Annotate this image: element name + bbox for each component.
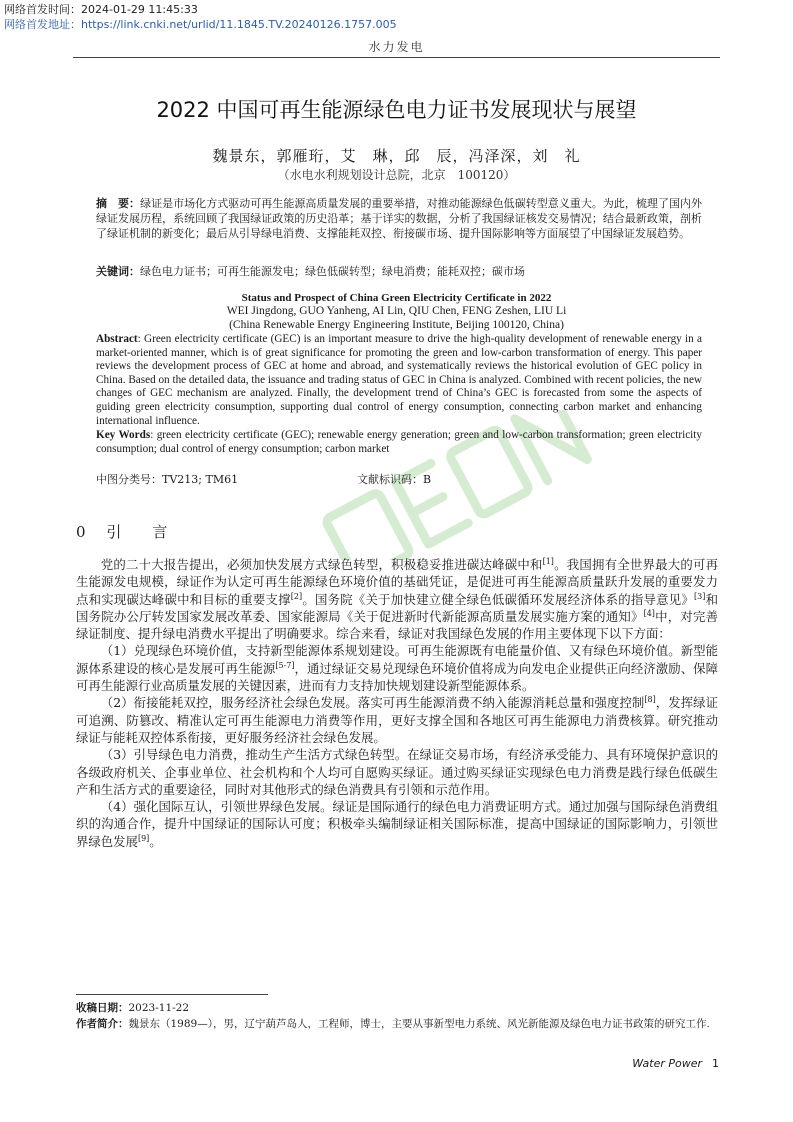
citation: [1] (542, 556, 554, 566)
paragraph: （2）衔接能耗双控，服务经济社会绿色发展。落实可再生能源消费不纳入能源消耗总量和强度控制[8]，发挥绿证可追溯、防篡改、精准认定可再生能源电力消费等作用，更好支撑全国和各地区可再生能源电力消费核算。研究推动绿证与能耗双控体系衔接，更好服务经济社会绿色发展。 (76, 695, 719, 745)
footnote-divider (76, 994, 268, 995)
citation: [5-7] (275, 660, 295, 670)
author-bio: 作者简介：魏景东（1989—），男，辽宁葫芦岛人，工程师，博士，主要从事新型电力系统、风光新能源及绿色电力证书政策的研究工作. (76, 1018, 710, 1030)
body-text (76, 556, 718, 850)
english-affiliation: (China Renewable Energy Engineering Institute, Beijing 100120, China) (229, 319, 564, 331)
section-heading (76, 521, 175, 542)
keywords-cn (96, 263, 702, 279)
english-abstract-text: : Green electricity certificate (GEC) is an important measure to drive the high-quality development of renewable energy in a market-oriented manner, which is of great significance for promoting the green and low-carbon transformation of energy. This paper reviews the development process of GEC at home and abroad, and systematically reviews the historical evolution of GEC policy in China. Based on the detailed data, the issuance and trading status of GEC in China is analyzed. Combined with recent policies, the new changes of GEC mechanism are analyzed. Finally, the development trend of China’s GEC is forecasted from some the aspects of guiding green electricity consumption, supporting dual control of energy consumption, connecting carbon market and enhancing international influence. (96, 333, 702, 427)
english-keywords-label: Key Words (96, 429, 151, 441)
abstract-cn-text: 绿证是市场化方式驱动可再生能源高质量发展的重要举措，对推动能源绿色低碳转型意义重大。为此，梳理了国内外绿证发展历程，系统回顾了我国绿证政策的历史沿革；基于详实的数据，分析了我国绿证核发交易情况；结合最新政策，剖析了绿证机制的新变化；最后从引导绿电消费、支撑能耗双控、衔接碳市场、提升国际影响等方面展望了中国绿证发展趋势。 (96, 197, 703, 240)
english-authors: WEI Jingdong, GUO Yanheng, AI Lin, QIU Chen, FENG Zeshen, LIU Li (226, 305, 567, 317)
english-abstract (96, 333, 702, 428)
paragraph: 党的二十大报告提出，必须加快发展方式绿色转型，积极稳妥推进碳达峰碳中和[1]。我国拥有全世界最大的可再生能源发电规模，绿证作为认定可再生能源绿色环境价值的基础凭证，是促进可再生能源高质量跃升发展的重要发力点和实现碳达峰碳中和目标的重要支撑[2]。国务院《关于加快建立健全绿色低碳循环发展经济体系的指导意见》[3]和国务院办公厅转发国家发展改革委、国家能源局《关于促进新时代新能源高质量发展实施方案的通知》[4]中，对完善绿证制度、提升绿电消费水平提出了明确要求。综合来看，绿证对我国绿色发展的作用主要体现下以下方面： (76, 556, 719, 642)
abstract-cn-label: 摘 要： (96, 197, 141, 210)
section-title: 引 言 (106, 523, 176, 541)
keywords-cn-text: 绿色电力证书；可再生能源发电；绿色低碳转型；绿电消费；能耗双控；碳市场 (140, 265, 525, 278)
english-title: Status and Prospect of China Green Electricity Certificate in 2022 (241, 292, 552, 304)
document-code: 文献标识码：B (357, 473, 432, 486)
clc-number: 中图分类号：TV213; TM61 (96, 473, 239, 486)
keywords-cn-label: 关键词： (96, 265, 140, 278)
page-footer (632, 1057, 719, 1070)
page-number: 1 (712, 1057, 719, 1070)
citation: [9] (137, 833, 150, 843)
journal-header: 水力发电 (368, 40, 425, 54)
header-divider (73, 57, 720, 58)
received-date: 收稿日期：2023-11-22 (76, 1002, 190, 1014)
online-first-info (4, 2, 397, 32)
paper-title: 2022 中国可再生能源绿色电力证书发展现状与展望 (156, 98, 637, 122)
citation: [4] (643, 608, 655, 618)
citation: [2] (290, 591, 303, 601)
journal-name-en: Water Power (632, 1057, 702, 1070)
citation: [8] (644, 695, 656, 705)
author-list: 魏景东，郭雁珩，艾 琳，邱 辰，冯泽深，刘 礼 (212, 147, 581, 165)
paragraph: （3）引导绿色电力消费，推动生产生活方式绿色转型。在绿证交易市场，有经济承受能力、具有环境保护意识的各级政府机关、企事业单位、社会机构和个人均可自愿购买绿证。通过购买绿证实现绿色电力消费是践行绿色低碳生产和生活方式的重要途径，同时对其他形式的绿色消费具有引领和示范作用。 (76, 747, 718, 797)
footnote (76, 1000, 718, 1032)
english-abstract-label: Abstract (96, 333, 138, 345)
paragraph: （1）兑现绿色环境价值，支持新型能源体系规划建设。可再生能源既有电能量价值、又有绿色环境价值。新型能源体系建设的核心是发展可再生能源[5-7]，通过绿证交易兑现绿色环境价值将成为向发电企业提供正向经济激励、保障可再生能源行业高质量发展的关键因素，进而有力支持加快规划建设新型能源体系。 (76, 643, 719, 694)
online-first-time: 网络首发时间：2024-01-29 11:45:33 (4, 3, 198, 16)
affiliation: （水电水利规划设计总院，北京 100120） (277, 168, 516, 182)
english-keywords (96, 429, 702, 456)
paragraph: （4）强化国际互认，引领世界绿色发展。绿证是国际通行的绿色电力消费证明方式。通过加强与国际绿色消费组织的沟通合作，提升中国绿证的国际认可度；积极牵头编制绿证相关国际标准，提高中国绿证的国际影响力，引领世界绿色发展[9]。 (76, 799, 718, 849)
english-keywords-text: : green electricity certificate (GEC); renewable energy generation; green and low-carbon transformation; green electricity consumption; dual control of energy consumption; carbon market (96, 429, 702, 455)
section-number: 0 (76, 523, 94, 541)
abstract-cn (96, 196, 702, 241)
online-first-url[interactable]: 网络首发地址：https://link.cnki.net/urlid/11.1845.TV.20240126.1757.005 (4, 18, 397, 31)
citation: [3] (694, 591, 706, 601)
